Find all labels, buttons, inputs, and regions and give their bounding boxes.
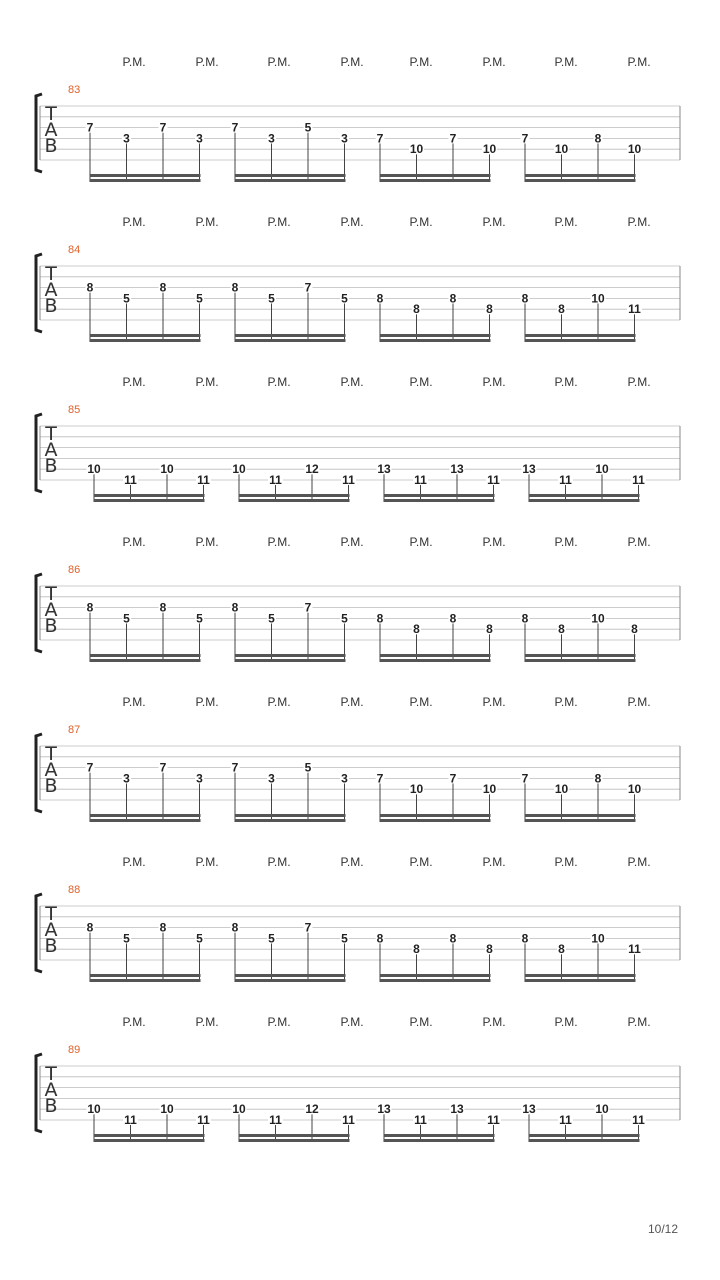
palm-mute-marker: P.M. xyxy=(122,695,146,709)
palm-mute-marker: P.M. xyxy=(627,215,651,229)
beam xyxy=(239,1134,350,1137)
palm-mute-marker: P.M. xyxy=(122,855,146,869)
beam xyxy=(90,974,201,977)
fret-number: 10 xyxy=(591,611,605,626)
measure-number: 84 xyxy=(68,244,81,256)
tab-clef-letter: B xyxy=(44,775,58,797)
fret-number: 11 xyxy=(414,1113,427,1127)
beam xyxy=(239,499,350,502)
fret-number: 7 xyxy=(86,120,94,135)
fret-number: 7 xyxy=(521,771,529,786)
fret-number: 3 xyxy=(268,131,275,146)
fret-number: 3 xyxy=(196,131,203,146)
beam xyxy=(239,494,350,497)
fret-number: 10 xyxy=(627,782,642,797)
fret-number: 13 xyxy=(377,1102,391,1117)
fret-number: 7 xyxy=(159,760,167,775)
fret-number: 8 xyxy=(86,280,94,295)
tab-clef-letter: T xyxy=(45,903,57,925)
beam xyxy=(235,334,346,337)
fret-number: 10 xyxy=(595,462,609,477)
fret-number: 5 xyxy=(196,611,203,626)
fret-number: 11 xyxy=(342,1113,355,1127)
palm-mute-marker: P.M. xyxy=(340,855,364,869)
palm-mute-marker: P.M. xyxy=(340,535,364,549)
beam xyxy=(384,1139,495,1142)
fret-number: 10 xyxy=(482,142,497,157)
tab-system xyxy=(36,1015,680,1142)
palm-mute-marker: P.M. xyxy=(340,215,364,229)
palm-mute-marker: P.M. xyxy=(554,855,578,869)
palm-mute-marker: P.M. xyxy=(195,55,219,69)
beam xyxy=(235,659,346,662)
measure-number: 85 xyxy=(68,404,81,416)
fret-number: 7 xyxy=(304,280,312,295)
palm-mute-marker: P.M. xyxy=(554,1015,578,1029)
measure-number: 83 xyxy=(68,84,81,96)
fret-number: 10 xyxy=(409,782,424,797)
fret-number: 11 xyxy=(197,1113,210,1127)
fret-number: 10 xyxy=(595,1102,609,1117)
beam xyxy=(235,179,346,182)
fret-number: 8 xyxy=(86,920,94,935)
tab-system xyxy=(36,375,680,502)
fret-number: 11 xyxy=(124,473,137,487)
palm-mute-marker: P.M. xyxy=(195,1015,219,1029)
fret-number: 7 xyxy=(449,771,457,786)
fret-number: 11 xyxy=(632,1113,645,1127)
beam xyxy=(529,1139,640,1142)
beam xyxy=(525,179,636,182)
beam xyxy=(529,1134,640,1137)
palm-mute-marker: P.M. xyxy=(122,535,146,549)
beam xyxy=(235,819,346,822)
fret-number: 7 xyxy=(304,600,312,615)
palm-mute-marker: P.M. xyxy=(195,215,219,229)
beam xyxy=(384,494,495,497)
palm-mute-marker: P.M. xyxy=(409,695,433,709)
fret-number: 10 xyxy=(87,462,101,477)
beam xyxy=(525,339,636,342)
palm-mute-marker: P.M. xyxy=(627,695,651,709)
palm-mute-marker: P.M. xyxy=(554,215,578,229)
tab-clef-letter: A xyxy=(44,279,58,301)
palm-mute-marker: P.M. xyxy=(409,375,433,389)
beam xyxy=(90,654,201,657)
fret-number: 5 xyxy=(196,291,203,306)
beam xyxy=(380,339,491,342)
fret-number: 7 xyxy=(376,131,384,146)
tab-clef-letter: T xyxy=(45,423,57,445)
beam xyxy=(94,499,205,502)
palm-mute-marker: P.M. xyxy=(195,375,219,389)
fret-number: 11 xyxy=(269,473,282,487)
palm-mute-marker: P.M. xyxy=(267,535,291,549)
palm-mute-marker: P.M. xyxy=(482,215,506,229)
palm-mute-marker: P.M. xyxy=(122,215,146,229)
fret-number: 3 xyxy=(341,771,348,786)
beam xyxy=(384,1134,495,1137)
palm-mute-marker: P.M. xyxy=(122,1015,146,1029)
fret-number: 3 xyxy=(123,131,130,146)
fret-number: 5 xyxy=(341,931,348,946)
fret-number: 8 xyxy=(594,131,602,146)
fret-number: 11 xyxy=(342,473,355,487)
measure-number: 87 xyxy=(68,724,81,736)
tab-clef-letter: T xyxy=(45,743,57,765)
beam xyxy=(529,494,640,497)
beam xyxy=(380,974,491,977)
fret-number: 8 xyxy=(376,291,384,306)
palm-mute-marker: P.M. xyxy=(267,375,291,389)
beam xyxy=(380,174,491,177)
beam xyxy=(380,179,491,182)
beam xyxy=(525,654,636,657)
fret-number: 5 xyxy=(341,291,348,306)
palm-mute-marker: P.M. xyxy=(195,855,219,869)
fret-number: 5 xyxy=(268,611,275,626)
beam xyxy=(235,654,346,657)
beam xyxy=(525,174,636,177)
fret-number: 10 xyxy=(554,782,569,797)
tab-clef-letter: B xyxy=(44,1095,58,1117)
palm-mute-marker: P.M. xyxy=(627,375,651,389)
fret-number: 10 xyxy=(160,1102,174,1117)
beam xyxy=(380,334,491,337)
beam xyxy=(525,659,636,662)
beam xyxy=(90,179,201,182)
fret-number: 7 xyxy=(304,920,312,935)
palm-mute-marker: P.M. xyxy=(627,55,651,69)
fret-number: 8 xyxy=(159,920,167,935)
fret-number: 10 xyxy=(232,462,246,477)
fret-number: 11 xyxy=(487,1113,500,1127)
beam xyxy=(90,174,201,177)
palm-mute-marker: P.M. xyxy=(554,695,578,709)
fret-number: 7 xyxy=(231,120,239,135)
fret-number: 8 xyxy=(231,280,239,295)
fret-number: 8 xyxy=(486,942,493,957)
tab-system xyxy=(36,215,680,342)
tab-clef-letter: B xyxy=(44,135,58,157)
beam xyxy=(94,1139,205,1142)
tab-clef-letter: A xyxy=(44,759,58,781)
beam xyxy=(90,339,201,342)
fret-number: 8 xyxy=(521,931,529,946)
page-number: 10/12 xyxy=(647,1222,678,1236)
palm-mute-marker: P.M. xyxy=(267,215,291,229)
beam xyxy=(384,499,495,502)
tab-system xyxy=(36,55,680,182)
palm-mute-marker: P.M. xyxy=(409,55,433,69)
tab-clef-letter: B xyxy=(44,455,58,477)
fret-number: 8 xyxy=(231,600,239,615)
measure-number: 86 xyxy=(68,564,81,576)
beam xyxy=(90,334,201,337)
beam xyxy=(525,334,636,337)
palm-mute-marker: P.M. xyxy=(627,535,651,549)
fret-number: 8 xyxy=(558,942,565,957)
beam xyxy=(380,814,491,817)
beam xyxy=(525,979,636,982)
fret-number: 11 xyxy=(559,473,572,487)
fret-number: 11 xyxy=(124,1113,137,1127)
fret-number: 8 xyxy=(631,622,638,637)
fret-number: 10 xyxy=(591,291,605,306)
beam xyxy=(380,819,491,822)
fret-number: 12 xyxy=(305,462,319,477)
palm-mute-marker: P.M. xyxy=(409,1015,433,1029)
beam xyxy=(529,499,640,502)
measure-number: 89 xyxy=(68,1044,81,1056)
beam xyxy=(525,814,636,817)
fret-number: 13 xyxy=(522,1102,536,1117)
palm-mute-marker: P.M. xyxy=(482,375,506,389)
beam xyxy=(235,814,346,817)
fret-number: 13 xyxy=(522,462,536,477)
fret-number: 5 xyxy=(268,931,275,946)
palm-mute-marker: P.M. xyxy=(122,55,146,69)
fret-number: 5 xyxy=(123,931,130,946)
beam xyxy=(94,1134,205,1137)
beam xyxy=(525,819,636,822)
fret-number: 7 xyxy=(449,131,457,146)
beam xyxy=(94,494,205,497)
fret-number: 8 xyxy=(486,302,493,317)
fret-number: 8 xyxy=(413,942,420,957)
fret-number: 10 xyxy=(87,1102,101,1117)
tab-system xyxy=(36,855,680,982)
fret-number: 8 xyxy=(413,622,420,637)
fret-number: 8 xyxy=(376,611,384,626)
palm-mute-marker: P.M. xyxy=(627,1015,651,1029)
tab-clef-letter: T xyxy=(45,263,57,285)
palm-mute-marker: P.M. xyxy=(627,855,651,869)
fret-number: 11 xyxy=(487,473,500,487)
fret-number: 10 xyxy=(482,782,497,797)
fret-number: 11 xyxy=(628,942,641,957)
fret-number: 10 xyxy=(554,142,569,157)
fret-number: 13 xyxy=(450,1102,464,1117)
beam xyxy=(235,979,346,982)
palm-mute-marker: P.M. xyxy=(122,375,146,389)
fret-number: 11 xyxy=(197,473,210,487)
fret-number: 8 xyxy=(159,280,167,295)
palm-mute-marker: P.M. xyxy=(554,55,578,69)
tab-system xyxy=(36,695,680,822)
beam xyxy=(239,1139,350,1142)
tab-clef-letter: A xyxy=(44,919,58,941)
fret-number: 7 xyxy=(376,771,384,786)
fret-number: 11 xyxy=(414,473,427,487)
tab-clef-letter: T xyxy=(45,103,57,125)
tab-system xyxy=(36,535,680,662)
fret-number: 5 xyxy=(123,611,130,626)
fret-number: 8 xyxy=(558,302,565,317)
fret-number: 7 xyxy=(231,760,239,775)
palm-mute-marker: P.M. xyxy=(409,855,433,869)
beam xyxy=(380,659,491,662)
beam xyxy=(380,979,491,982)
palm-mute-marker: P.M. xyxy=(409,535,433,549)
tab-clef-letter: A xyxy=(44,119,58,141)
palm-mute-marker: P.M. xyxy=(482,535,506,549)
palm-mute-marker: P.M. xyxy=(482,1015,506,1029)
palm-mute-marker: P.M. xyxy=(267,855,291,869)
fret-number: 10 xyxy=(160,462,174,477)
tab-clef-letter: B xyxy=(44,935,58,957)
fret-number: 8 xyxy=(376,931,384,946)
palm-mute-marker: P.M. xyxy=(195,695,219,709)
fret-number: 8 xyxy=(558,622,565,637)
fret-number: 11 xyxy=(632,473,645,487)
beam xyxy=(525,974,636,977)
palm-mute-marker: P.M. xyxy=(482,55,506,69)
fret-number: 3 xyxy=(196,771,203,786)
tab-clef-letter: A xyxy=(44,599,58,621)
palm-mute-marker: P.M. xyxy=(267,1015,291,1029)
palm-mute-marker: P.M. xyxy=(482,695,506,709)
tab-clef-letter: B xyxy=(44,615,58,637)
fret-number: 8 xyxy=(521,291,529,306)
beam xyxy=(90,819,201,822)
palm-mute-marker: P.M. xyxy=(267,55,291,69)
fret-number: 5 xyxy=(123,291,130,306)
fret-number: 5 xyxy=(268,291,275,306)
beam xyxy=(235,339,346,342)
fret-number: 8 xyxy=(159,600,167,615)
fret-number: 13 xyxy=(377,462,391,477)
fret-number: 13 xyxy=(450,462,464,477)
tab-clef-letter: A xyxy=(44,1079,58,1101)
fret-number: 8 xyxy=(231,920,239,935)
fret-number: 10 xyxy=(591,931,605,946)
fret-number: 11 xyxy=(269,1113,282,1127)
fret-number: 3 xyxy=(341,131,348,146)
fret-number: 8 xyxy=(413,302,420,317)
fret-number: 8 xyxy=(86,600,94,615)
tab-clef-letter: T xyxy=(45,583,57,605)
measure-number: 88 xyxy=(68,884,81,896)
fret-number: 7 xyxy=(86,760,94,775)
tab-clef-letter: A xyxy=(44,439,58,461)
beam xyxy=(380,654,491,657)
palm-mute-marker: P.M. xyxy=(482,855,506,869)
tab-clef-letter: T xyxy=(45,1063,57,1085)
beam xyxy=(90,814,201,817)
beam xyxy=(235,174,346,177)
fret-number: 5 xyxy=(304,760,312,775)
beam xyxy=(90,659,201,662)
fret-number: 8 xyxy=(449,931,457,946)
fret-number: 10 xyxy=(409,142,424,157)
beam xyxy=(90,979,201,982)
fret-number: 7 xyxy=(159,120,167,135)
palm-mute-marker: P.M. xyxy=(409,215,433,229)
fret-number: 8 xyxy=(449,291,457,306)
fret-number: 8 xyxy=(594,771,602,786)
fret-number: 11 xyxy=(628,302,641,317)
fret-number: 8 xyxy=(449,611,457,626)
palm-mute-marker: P.M. xyxy=(554,375,578,389)
fret-number: 10 xyxy=(232,1102,246,1117)
palm-mute-marker: P.M. xyxy=(340,375,364,389)
palm-mute-marker: P.M. xyxy=(195,535,219,549)
palm-mute-marker: P.M. xyxy=(340,695,364,709)
palm-mute-marker: P.M. xyxy=(340,55,364,69)
fret-number: 5 xyxy=(304,120,312,135)
fret-number: 8 xyxy=(521,611,529,626)
palm-mute-marker: P.M. xyxy=(267,695,291,709)
fret-number: 11 xyxy=(559,1113,572,1127)
beam xyxy=(235,974,346,977)
fret-number: 10 xyxy=(627,142,642,157)
palm-mute-marker: P.M. xyxy=(340,1015,364,1029)
fret-number: 8 xyxy=(486,622,493,637)
palm-mute-marker: P.M. xyxy=(554,535,578,549)
fret-number: 7 xyxy=(521,131,529,146)
tab-clef-letter: B xyxy=(44,295,58,317)
fret-number: 5 xyxy=(196,931,203,946)
fret-number: 3 xyxy=(268,771,275,786)
fret-number: 5 xyxy=(341,611,348,626)
fret-number: 3 xyxy=(123,771,130,786)
fret-number: 12 xyxy=(305,1102,319,1117)
